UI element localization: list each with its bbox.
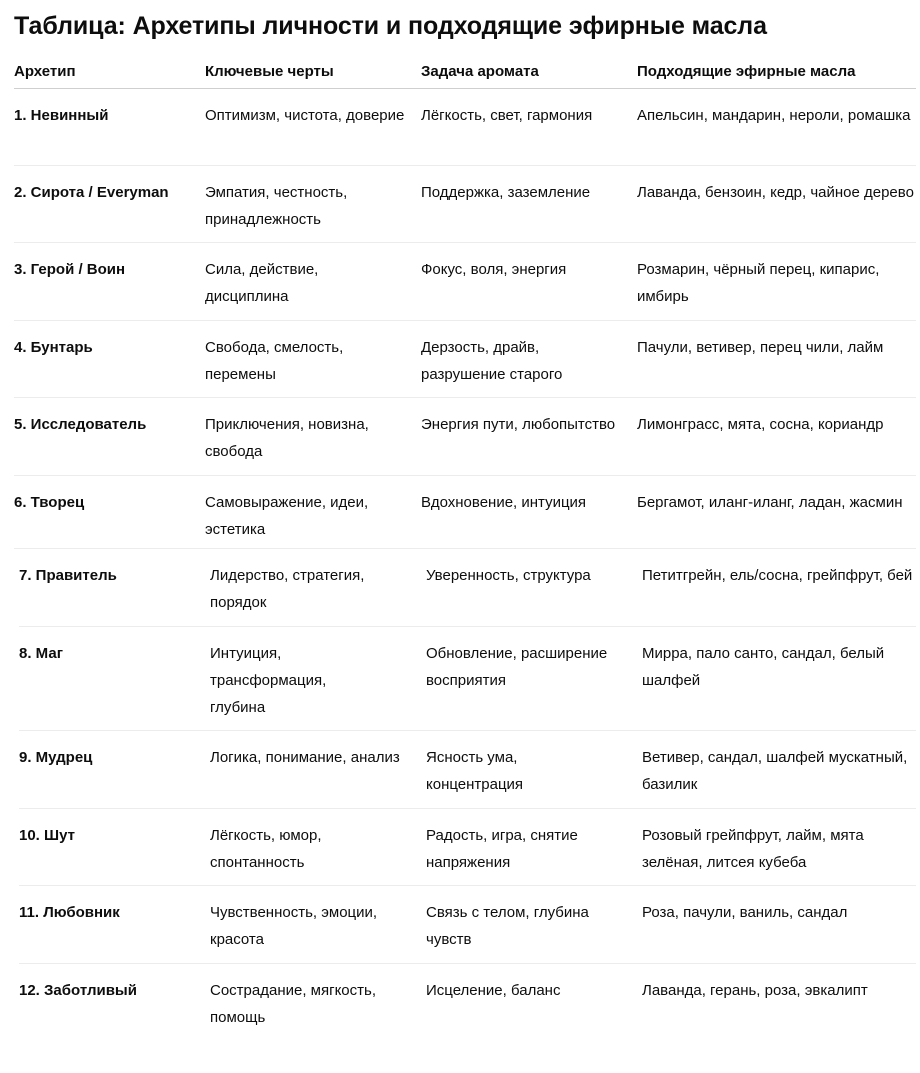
cell-aroma-task: Дерзость, драйв, разрушение старого — [421, 339, 563, 383]
cell-aroma-task: Ясность ума, концентрация — [426, 749, 524, 793]
cell-oils: Роза, пачули, ваниль, сандал — [642, 904, 848, 921]
table-row — [14, 89, 916, 166]
cell-traits: Оптимизм, чистота, доверие — [205, 107, 405, 124]
cell-traits: Интуиция, трансформация, глубина — [210, 645, 327, 716]
cell-aroma-task: Вдохновение, интуиция — [421, 494, 587, 511]
table-row — [14, 321, 916, 398]
cell-traits: Самовыражение, идеи, эстетика — [205, 494, 369, 538]
cell-oils: Мирра, пало санто, сандал, белый шалфей — [642, 645, 885, 689]
cell-aroma-task: Обновление, расширение восприятия — [426, 645, 608, 689]
cell-archetype: 2. Сирота / Everyman — [14, 184, 169, 201]
table-row — [19, 549, 916, 627]
cell-aroma-task: Уверенность, структура — [426, 567, 591, 584]
cell-archetype: 7. Правитель — [19, 567, 117, 584]
cell-oils: Апельсин, мандарин, нероли, ромашка — [637, 107, 911, 124]
cell-archetype: 10. Шут — [19, 827, 75, 844]
cell-aroma-task: Связь с телом, глубина чувств — [426, 904, 589, 948]
cell-traits: Лёгкость, юмор, спонтанность — [210, 827, 322, 871]
cell-archetype: 4. Бунтарь — [14, 339, 93, 356]
cell-traits: Лидерство, стратегия, порядок — [210, 567, 365, 611]
column-header-aroma-task: Задача аромата — [421, 63, 539, 80]
table-row — [19, 964, 916, 1041]
cell-archetype: 8. Маг — [19, 645, 63, 662]
cell-oils: Петитгрейн, ель/сосна, грейпфрут, бей — [642, 567, 913, 584]
cell-oils: Ветивер, сандал, шалфей мускатный, базилик — [642, 749, 908, 793]
table-row — [19, 886, 916, 964]
cell-traits: Приключения, новизна, свобода — [205, 416, 369, 460]
page-title: Таблица: Архетипы личности и подходящие эфирные масла — [14, 12, 767, 40]
cell-traits: Сила, действие, дисциплина — [205, 261, 319, 305]
cell-traits: Свобода, смелость, перемены — [205, 339, 344, 383]
cell-traits: Эмпатия, честность, принадлежность — [205, 184, 348, 228]
cell-oils: Лаванда, бензоин, кедр, чайное дерево — [637, 184, 914, 201]
table-row — [14, 243, 916, 321]
table-row — [14, 398, 916, 476]
column-header-oils: Подходящие эфирные масла — [637, 63, 856, 80]
column-header-archetype: Архетип — [14, 63, 76, 80]
cell-archetype: 1. Невинный — [14, 107, 109, 124]
table-row — [19, 627, 916, 731]
cell-traits: Логика, понимание, анализ — [210, 749, 400, 766]
column-header-traits: Ключевые черты — [205, 63, 334, 80]
table-header — [14, 60, 916, 89]
cell-oils: Пачули, ветивер, перец чили, лайм — [637, 339, 884, 356]
cell-oils: Лаванда, герань, роза, эвкалипт — [642, 982, 868, 999]
cell-archetype: 9. Мудрец — [19, 749, 93, 766]
cell-oils: Розмарин, чёрный перец, кипарис, имбирь — [637, 261, 880, 305]
cell-oils: Розовый грейпфрут, лайм, мята зелёная, литсея кубеба — [642, 827, 864, 871]
cell-oils: Бергамот, иланг-иланг, ладан, жасмин — [637, 494, 903, 511]
cell-aroma-task: Радость, игра, снятие напряжения — [426, 827, 578, 871]
cell-aroma-task: Исцеление, баланс — [426, 982, 561, 999]
cell-archetype: 11. Любовник — [19, 904, 120, 921]
cell-archetype: 12. Заботливый — [19, 982, 137, 999]
cell-oils: Лимонграсс, мята, сосна, кориандр — [637, 416, 884, 433]
table-row — [19, 809, 916, 886]
cell-aroma-task: Энергия пути, любопытство — [421, 416, 616, 433]
cell-aroma-task: Лёгкость, свет, гармония — [421, 107, 593, 124]
cell-archetype: 5. Исследователь — [14, 416, 147, 433]
cell-aroma-task: Поддержка, заземление — [421, 184, 591, 201]
cell-aroma-task: Фокус, воля, энергия — [421, 261, 567, 278]
table-row — [14, 166, 916, 243]
cell-traits: Сострадание, мягкость, помощь — [210, 982, 376, 1026]
cell-archetype: 6. Творец — [14, 494, 85, 511]
cell-archetype: 3. Герой / Воин — [14, 261, 126, 278]
cell-traits: Чувственность, эмоции, красота — [210, 904, 378, 948]
table-row — [19, 731, 916, 809]
table-row — [14, 476, 916, 549]
